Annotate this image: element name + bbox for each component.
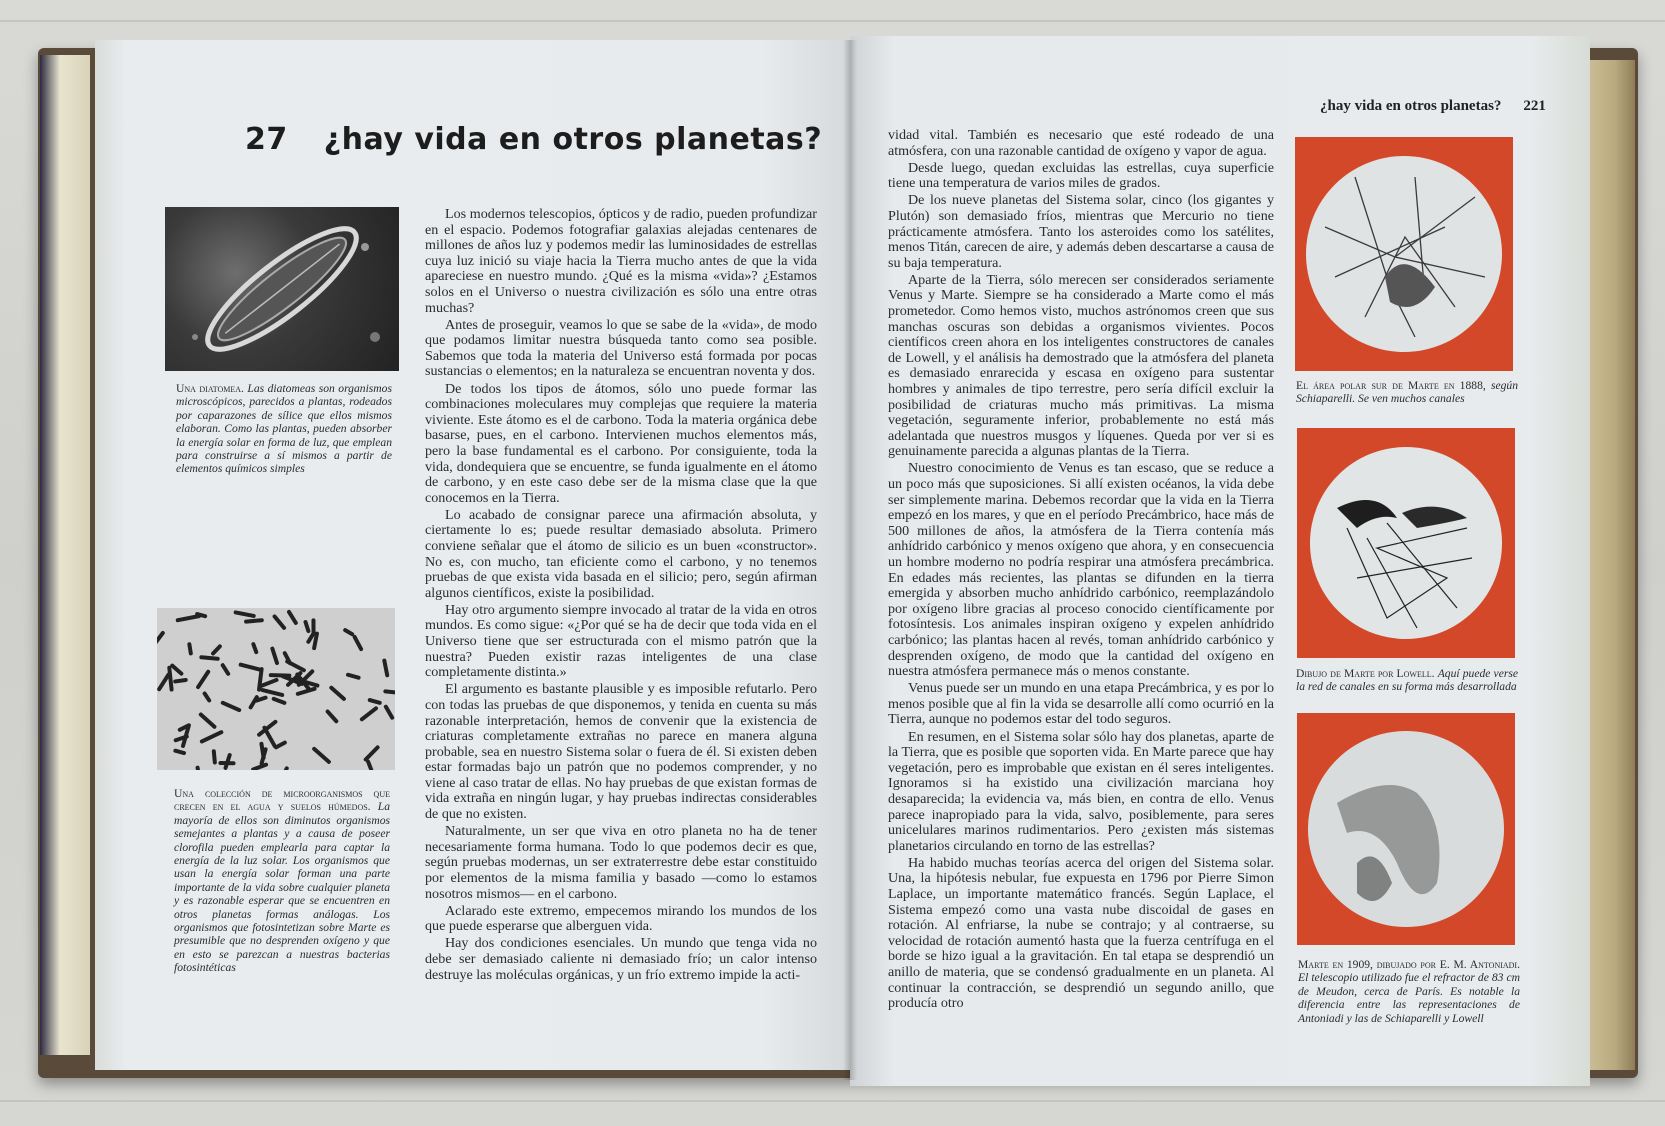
caption-body: según Schiaparelli. Se ven muchos canales xyxy=(1296,379,1519,406)
caption-lowell xyxy=(1296,667,1518,694)
microorganism-rod xyxy=(314,749,329,762)
caption-lead: Dibujo de Marte por Lowell. xyxy=(1296,667,1435,680)
paragraph: Venus puede ser un mundo en una etapa Precámbrica, y es por lo menos posible que al fin la vida se desarrolle allí como ocurrió en la Tierra, aunque no podemos estar del todo seguros. xyxy=(888,680,1274,728)
microorganism-rod xyxy=(355,637,362,649)
running-head-title: ¿hay vida en otros planetas? xyxy=(1320,98,1502,114)
microorganism-rod xyxy=(345,630,352,634)
paragraph: En resumen, en el Sistema solar sólo hay dos planetas, aparte de la Tierra, que es posible que soporten vida. En Marte parece que hay vegetación, pero es improbable que existan en él seres inteligentes. Ignoramos si ha existido una civilización marciana hoy desaparecida; la evidencia va, más bien, en contra de ello. Venus parece inapropiado para la vida, salvo, posiblemente, para seres unicelulares marinos rudimentarios. Pero ¿existen más sistemas planetarios circulando en torno de las estrellas? xyxy=(888,728,1274,854)
paragraph: Antes de proseguir, veamos lo que se sabe de la «vida», de modo que podamos limitar nuestra búsqueda tanto como sea posible. Sabemos que toda la materia del Universo está formada por pocas sustancias o elementos; en la naturaleza se encuentran noventa y dos. xyxy=(425,316,817,380)
caption-diatom xyxy=(176,382,392,476)
mars-drawing-lowell xyxy=(1297,428,1515,658)
microorganism-rod xyxy=(260,680,277,687)
caption-body: Las diatomeas son organismos microscópicos, parecidos a plantas, rodeados por caparazones de sílice que ellos mismos elaboran. Como las plantas, pueden absorber la energía solar en forma de luz, que emplean para construirse a sí mismos a partir de elementos químicos simples xyxy=(176,382,392,476)
caption-body: Aquí puede verse la red de canales en su forma más desarrollada xyxy=(1296,667,1519,694)
microorganism-rod xyxy=(169,668,171,690)
microorganism-rod xyxy=(213,646,220,653)
paragraph: Naturalmente, un ser que viva en otro planeta no ha de tener necesariamente forma humana. Todo lo que podemos decir es que, según pruebas modernas, un ser extraterrestre debe estar constituido por elementos de la misma familia y basado —como lo estamos nosotros mismos— en el carbono. xyxy=(425,823,817,902)
caption-lead: El área polar sur de Marte en 1888, xyxy=(1296,379,1486,392)
microorganism-rod xyxy=(257,698,266,701)
microorganism-rod xyxy=(159,675,168,689)
page-number: 221 xyxy=(1523,98,1546,114)
caption-antoniadi xyxy=(1298,958,1520,1025)
caption-body: La mayoría de ellos son diminutos organismos semejantes a plantas y a causa de poseer clorofila pueden emplearla para captar la energía de la luz solar. Los organismos que usan la energía solar forman una parte importante de la vida sobre cualquier planeta y es razonable esperar que se encuentren en otros planetas formas análogas. Los organismos que fotosintetizan sobre Marte es presumible que no desprenden oxígeno y que en esto se parezcan a nuestras bacterias fotosintéticas xyxy=(174,800,390,975)
microorganism-rod xyxy=(175,751,184,753)
paragraph: Los modernos telescopios, ópticos y de radio, pueden profundizar en el espacio. Podemos fotografiar galaxias alejadas centenares de millones de años luz y podemos medir las luminosidades de estrellas cuya luz inició su viaje hacia la Tierra mucho antes de que la vida apareciese en nuestro mundo. ¿Qué es la misma «vida»? ¿Estamos solos en el Universo o nuestra civilización es sólo una entre otras muchas? xyxy=(425,206,817,316)
microorganism-rod xyxy=(198,672,208,687)
microorganism-rod xyxy=(362,708,376,719)
paragraph: De todos los tipos de átomos, sólo uno puede formar las combinaciones moleculares muy complejas que requiere la materia viviente. Este átomo es el de carbono. Toda la materia orgánica debe basarse, pues, en el carbono. Intervienen muchos elementos más, pero la base fundamental es el carbono. Por consiguiente, toda la vida, dondequiera que se encuentre, se funda igualmente en el átomo de carbono, y en este caso debe ser de la misma clase que la que conocemos en la Tierra. xyxy=(425,380,817,506)
paragraph: Hay dos condiciones esenciales. Un mundo que tenga vida no debe ser demasiado caliente ni demasiado frío; un calor intenso destruye las moléculas orgánicas, y un frío extremo impide la acti- xyxy=(425,935,817,983)
paragraph: De los nueve planetas del Sistema solar, cinco (los gigantes y Plutón) son demasiado fríos, mientras que Mercurio no tiene prácticamente atmósfera. Tanto los asteroides como los satélites, menos Titán, carecen de aire, y además deben descartarse a causa de su baja temperatura. xyxy=(888,192,1274,271)
microorganism-rod xyxy=(308,633,313,642)
microorganism-rod xyxy=(370,700,380,703)
microorganism-rod xyxy=(289,612,296,623)
microorganism-rod xyxy=(223,703,239,710)
mars-drawing-schiaparelli xyxy=(1295,137,1513,371)
chapter-heading xyxy=(245,122,822,157)
microorganism-rod xyxy=(274,699,285,703)
paragraph: Aclarado este extremo, empecemos mirando los mundos de los que puede esperarse que alberguen vida. xyxy=(425,902,817,935)
paragraph: Lo acabado de consignar parece una afirmación absoluta, y ciertamente lo es; puede resultar demasiado absoluta. Primero conviene señalar que el átomo de silicio es un buen «constructor». No es, con mucho, tan eficiente como el carbono, y no tenemos pruebas de que exista vida basada en el silicio; pero, según afirman algunos científicos, existe la posibilidad. xyxy=(425,506,817,601)
microorganism-rod xyxy=(262,690,282,695)
paragraph: Aparte de la Tierra, sólo merecen ser considerados seriamente Venus y Marte. Siempre se ha considerado a Marte como el más prometedor. Como hemos visto, muchos astrónomos creen que sus manchas oscuras son debidas a organismos vivientes. Pocos científicos creen ahora en los inteligentes constructores de canales de Lowell, y el análisis ha demostrado que la atmósfera del planeta es demasiado enrarecida y escasa en oxígeno para sustentar hombres y animales de tipo terrestre, pero sería difícil excluir la posibilidad de criaturas mucho más primitivas. La misma vegetación, seguramente inferior, probablemente no está más adelantada que nuestros musgos y líquenes. Queda por ver si es genuinamente parecida a algunas plantas de la Tierra. xyxy=(888,271,1274,460)
microorganism-rod xyxy=(253,765,266,770)
microorganism-rod xyxy=(201,715,215,727)
microorganism-rod xyxy=(241,665,261,670)
microorganism-rod xyxy=(197,614,205,616)
paragraph: El argumento es bastante plausible y es imposible refutarlo. Pero con todas las pruebas de que disponemos, y tenida en cuenta su más razonable interpretación, hemos de convenir que la existencia de criaturas completamente extrañas no parece en manera alguna probable, sea en nuestro Sistema solar o fuera de él. Si existen deben estar formadas bajo un patrón que no podemos comprender, y no viene al caso tratar de ellas. No hay pruebas de que existan formas de vida extraña en ningún lugar, y hay pruebas indirectas considerables de que no existen. xyxy=(425,681,817,823)
microorganisms-photo xyxy=(157,608,395,770)
microorganism-rod xyxy=(366,747,378,759)
microorganism-rod xyxy=(214,751,215,762)
microorganism-rod xyxy=(328,712,337,722)
microorganism-rod xyxy=(298,689,315,694)
microorganism-rod xyxy=(226,755,230,768)
microorganism-rod xyxy=(253,644,256,652)
microorganism-rod xyxy=(385,691,395,692)
paragraph: vidad vital. También es necesario que esté rodeado de una atmósfera, con una razonable cantidad de oxígeno y vapor de agua. xyxy=(888,127,1274,159)
microorganism-rod xyxy=(331,688,344,699)
microorganism-rod xyxy=(175,680,186,681)
microorganism-rod xyxy=(272,649,277,663)
microorganism-rod xyxy=(189,644,190,653)
paragraph: Desde luego, quedan excluidas las estrellas, cuya superficie tiene una temperatura de varios miles de grados. xyxy=(888,159,1274,192)
microorganism-rod xyxy=(205,693,210,700)
microorganism-rod xyxy=(172,666,181,674)
microorganism-rod xyxy=(202,732,221,741)
book-edge-left xyxy=(40,55,90,1055)
floor-plank xyxy=(0,1100,1665,1102)
caption-lead: Una colección de microorganismos que crecen en el agua y suelos húmedos. xyxy=(174,787,390,814)
microorganism-rod xyxy=(386,707,392,718)
microorganism-rod xyxy=(368,762,376,770)
floor-plank xyxy=(0,20,1665,22)
caption-lead: Marte en 1909, dibujado por E. M. Antoniadi. xyxy=(1298,958,1520,971)
microorganism-rod xyxy=(198,768,200,770)
book-edge-right xyxy=(1585,60,1635,1070)
caption-microorganisms xyxy=(174,787,390,975)
microorganism-rod xyxy=(236,612,254,615)
microorganism-rod xyxy=(246,620,262,621)
microorganism-rod xyxy=(157,633,163,647)
paragraph: Ha habido muchas teorías acerca del origen del Sistema solar. Una, la hipótesis nebular, fue expuesta en 1796 por Pierre Simon Laplace, un importante matemático francés. Según Laplace, el Sistema empezó como una vasta nube discoidal de gases en rotación. Al enfriarse, la nube se contrajo; y al contraerse, su velocidad de rotación aumentó hasta que la fuerza centrífuga en el borde se hizo igual a la gravitación. En tal etapa se desprendió un anillo de materia, que se condensó gradualmente en un planeta. Al continuar la contracción, se desprendió un segundo anillo, que producía otro xyxy=(888,854,1274,1012)
microorganism-rod xyxy=(275,616,284,627)
microorganism-rod xyxy=(348,675,359,678)
caption-body: El telescopio utilizado fue el refractor de 83 cm de Meudon, cerca de París. Es notable la diferencia entre las representaciones de Antoniadi y las de Schiaparelli y Lowell xyxy=(1298,971,1520,1025)
microorganism-rod xyxy=(276,743,285,748)
microorganism-rod xyxy=(201,657,217,659)
right-text-column xyxy=(888,128,1274,1013)
microorganism-rod xyxy=(223,665,228,674)
mars-drawing-antoniadi xyxy=(1297,713,1515,945)
book-gutter xyxy=(843,40,857,1080)
microorganism-rod xyxy=(384,661,387,676)
chapter-number: 27 xyxy=(245,122,288,157)
caption-lead: Una diatomea. xyxy=(176,382,244,395)
microorganism-rod xyxy=(306,622,309,631)
microorganism-rod xyxy=(314,634,317,649)
diatom-photo xyxy=(165,207,399,371)
running-head xyxy=(1320,98,1546,115)
paragraph: Nuestro conocimiento de Venus es tan escaso, que se reduce a un poco más que suposiciones. Si allí existen océanos, la vida debe ser simplemente marina. Debemos recordar que la vida en la Tierra empezó en los mares, y que en el período Precámbrico, hace más de 500 millones de años, la atmósfera de la Tierra contenía más anhídrido carbónico y menos oxígeno que ahora, y en consecuencia un hombre moderno no podría respirar una atmósfera precámbrica. En edades más recientes, las plantas se difunden en la tierra emergida y absorben mucho anhídrido carbónico, reemplazándolo por oxígeno libre gracias al proceso conocido científicamente por fotosíntesis. Los animales inspiran oxígeno y expelen anhídrido carbónico; las plantas hacen al revés, toman anhídrido carbónico y desprenden oxígeno, de modo que la cantidad del oxígeno en nuestra atmósfera permanece más o menos constante. xyxy=(888,460,1274,680)
chapter-title: ¿hay vida en otros planetas? xyxy=(323,122,823,157)
caption-schiaparelli xyxy=(1296,379,1518,406)
microorganism-rod xyxy=(178,616,199,620)
left-text-column xyxy=(425,207,817,985)
paragraph: Hay otro argumento siempre invocado al tratar de la vida en otros mundos. Es como sigue: «¿Por qué se ha de decir que toda vida en el Universo tiene que ser estructurada con el mismo patrón que la nuestra? Pueden existir razas inteligentes de una clase completamente distinta.» xyxy=(425,601,817,681)
microorganism-rod xyxy=(279,768,287,770)
